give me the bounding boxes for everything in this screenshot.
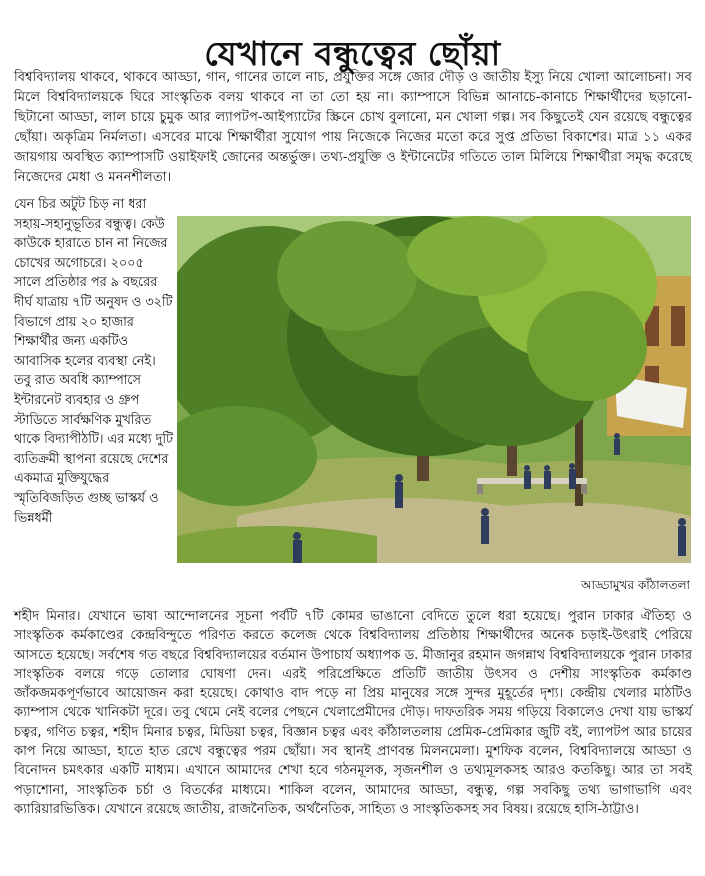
photo-caption: আড্ডামুখর কাঁঠালতলা	[580, 578, 690, 592]
article-intro-paragraph: বিশ্ববিদ্যালয় থাকবে, থাকবে আড্ডা, গান, গানের তালে নাচ, প্রযুক্তির সঙ্গে জোর দৌড় ও জাতীয় ইস্যু নিয়ে খোলা আলোচনা। সব মিলে বিশ্ববিদ্যালয়কে ঘিরে সাংস্কৃতিক বলয় থাকবে না তা তো হয় না। ক্যাম্পাসে বিভিন্ন আনাচে-কানাচে শিক্ষার্থীদের ছড়ানো-ছিটানো আড্ডা, লাল চায়ে চুমুক আর ল্যাপটপ-আইপ্যাটের স্ক্রিনে চোখ বুলানো, মন খোলা গল্প। সব কিছুতেই যেন রয়েছে বন্ধুত্বের ছোঁয়া। অকৃত্রিম নির্মলতা। এসবের মাঝে শিক্ষার্থীরা সুযোগ পায় নিজেকে নিজের মতো করে সুপ্ত প্রতিভা বিকাশের। মাত্র ১১ একর জায়গায় অবস্থিত ক্যাম্পাসটি ওয়াইফাই জোনের অন্তর্ভুক্ত। তথ্য-প্রযুক্তি ও ইন্টানেটের গতিতে তাল মিলিয়ে শিক্ষার্থীরা সমৃদ্ধ করেছে নিজেদের মেধা ও মননশীলতা।	[14, 70, 692, 185]
article-body-paragraph: শহীদ মিনার। যেখানে ভাষা আন্দোলনের সূচনা পর্বটি ৭টি কোমর ভাঙানো বেদিতে তুলে ধরা হয়েছে। পুরান ঢাকার ঐতিহ্য ও সাংস্কৃতিক কর্মকাণ্ডের কেন্দ্রবিন্দুতে পরিণত করতে কলেজ থেকে বিশ্ববিদ্যালয় প্রতিষ্ঠায় শিক্ষার্থীদের অনেক চড়াই-উৎরাই পেরিয়ে আসতে হয়েছে। সর্বশেষ গত বছরে বিশ্ববিদ্যালয়ের বর্তমান উপাচার্য অধ্যাপক ড. মীজানুর রহমান জগন্নাথ বিশ্ববিদ্যালয়কে পুরান ঢাকার সাংস্কৃতিক বলয়ে গড়ে তোলার ঘোষণা দেন। এরই পরিপ্রেক্ষিতে প্রতিটি জাতীয় উৎসব ও দেশীয় সাংস্কৃতিক কর্মকাণ্ড জাঁকজমকপূর্ণভাবে আয়োজন করা হয়েছে। কোথাও বাদ পড়ে না প্রিয় মানুষের সঙ্গে সুন্দর মুহূর্তের দৃশ্য। কেন্দ্রীয় খেলার মাঠটিও ক্যাম্পাস থেকে খানিকটা দূরে। তবু থেমে নেই বলের পেছনে খেলাপ্রেমীদের দৌড়। দাফতরিক সময় গড়িয়ে বিকালেও দেখা যায় ভাস্কর্য চত্বর, গণিত চত্বর, শহীদ মিনার চত্বর, মিডিয়া চত্বর, বিজ্ঞান চত্বর এবং কাঁঠালতলায় প্রেমিক-প্রেমিকার জুটি বই, ল্যাপটপ আর চায়ের কাপ নিয়ে আড্ডা, হাতে হাত রেখে বন্ধুত্বের পরম ছোঁয়া। সব স্থানই প্রাণবন্ত মিলনমেলা। মুশফিক বলেন, বিশ্ববিদ্যালয়ে আড্ডা ও বিনোদন চমৎকার একটি মাধ্যম। এখানে আমাদের শেখা হবে গঠনমূলক, সৃজনশীল ও তথ্যমূলকসহ আরও কতকিছু। আর তা সবই পড়াশোনা, সাংস্কৃতিক চর্চা ও বিতর্কের মাধ্যমে। শাকিল বলেন, আমাদের আড্ডা, বন্ধুত্ব, গল্প সবকিছু তথ্য ভাগাভাগি এবং ক্যারিয়ারভিত্তিক। যেখানে রয়েছে জাতীয়, রাজনৈতিক, অর্থনৈতিক, সাহিত্য ও সাংস্কৃতিকসহ সব বিষয়। রয়েছে হাসি-ঠাট্টাও।	[14, 609, 692, 817]
article-headline: যেখানে বন্ধুত্বের ছোঁয়া	[204, 34, 501, 74]
article-side-column: যেন চির অটুট চিড় না ধরা সহায়-সহানুভূতির বন্ধুত্ব। কেউ কাউকে হারাতে চান না নিজের চোখের অগোচরে। ২০০৫ সালে প্রতিষ্ঠার পর ৯ বছরের দীর্ঘ যাত্রায় ৭টি অনুষদ ও ৩২টি বিভাগে প্রায় ২০ হাজার শিক্ষার্থীর জন্য একটিও আবাসিক হলের ব্যবস্থা নেই। তবু রাত অবধি ক্যাম্পাসে ইন্টারনেট ব্যবহার ও গ্রুপ স্টাডিতে সার্বক্ষণিক মুখরিত থাকে বিদ্যাপীঠটি। এর মধ্যে দুটি ব্যতিক্রমী স্থাপনা রয়েছে দেশের একমাত্র মুক্তিযুদ্ধের স্মৃতিবিজড়িত গুচ্ছ ভাস্কর্য ও ভিন্নধর্মী	[14, 197, 173, 526]
campus-tree-photo	[177, 216, 691, 563]
